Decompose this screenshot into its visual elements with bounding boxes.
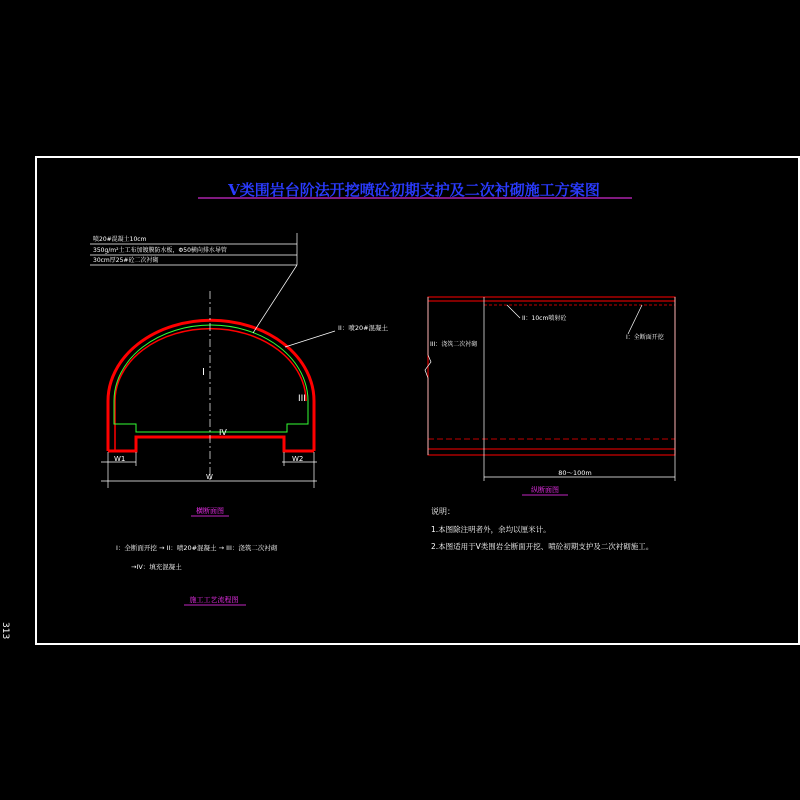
cross-section bbox=[90, 233, 389, 516]
cross-section-caption: 横断面图 bbox=[196, 507, 224, 515]
notes bbox=[431, 506, 653, 551]
sequence-line-2: →IV：填充混凝土 bbox=[131, 563, 182, 571]
long-leader-II bbox=[507, 305, 520, 318]
callout-waterproofing: 350g/m²土工布加镀膜防水板，Φ50横向排水导管 bbox=[93, 247, 227, 254]
long-label-III: III：浇筑二次衬砌 bbox=[430, 341, 478, 348]
sequence-caption: 施工工艺流程图 bbox=[189, 596, 239, 604]
construction-sequence bbox=[116, 543, 278, 605]
leader-II bbox=[285, 331, 335, 347]
long-label-I: I：全断面开挖 bbox=[626, 334, 664, 341]
sequence-line-1: I：全断面开挖 → II：喷20#混凝土 → III：浇筑二次衬砌 bbox=[116, 544, 278, 552]
invert-slab bbox=[108, 437, 314, 451]
callout-secondary-lining: 30cm厚25#砼二次衬砌 bbox=[93, 257, 159, 264]
inner-lining bbox=[115, 329, 306, 451]
note-item-2: 2.本图适用于V类围岩全断面开挖、喷砼初期支护及二次衬砌施工。 bbox=[431, 542, 654, 551]
region-label-IV: IV bbox=[219, 428, 227, 437]
longitudinal-caption: 纵断面图 bbox=[531, 486, 559, 494]
dim-W2-label: W2 bbox=[292, 455, 304, 463]
outer-lining bbox=[108, 320, 314, 451]
region-label-I: I bbox=[202, 367, 205, 378]
notes-heading: 说明： bbox=[431, 507, 455, 516]
dim-W-label: W bbox=[206, 473, 213, 481]
note-item-1: 1.本图除注明者外，余均以厘米计。 bbox=[431, 525, 551, 534]
long-leader-I bbox=[628, 305, 642, 334]
longitudinal-section bbox=[425, 297, 675, 495]
long-label-II: II：10cm喷射砼 bbox=[522, 315, 567, 322]
callout-shotcrete: 喷20#混凝土10cm bbox=[93, 236, 147, 243]
drawing-title: V类围岩台阶法开挖喷砼初期支护及二次衬砌施工方案图 bbox=[228, 181, 600, 199]
dim-W1-label: W1 bbox=[114, 455, 126, 463]
region-label-III: III bbox=[298, 394, 306, 404]
region-label-II: II：喷20#混凝土 bbox=[338, 324, 389, 332]
callout-leader bbox=[253, 265, 297, 333]
page-number: 313 bbox=[0, 622, 10, 640]
long-dim-label: 80～100m bbox=[558, 469, 592, 477]
